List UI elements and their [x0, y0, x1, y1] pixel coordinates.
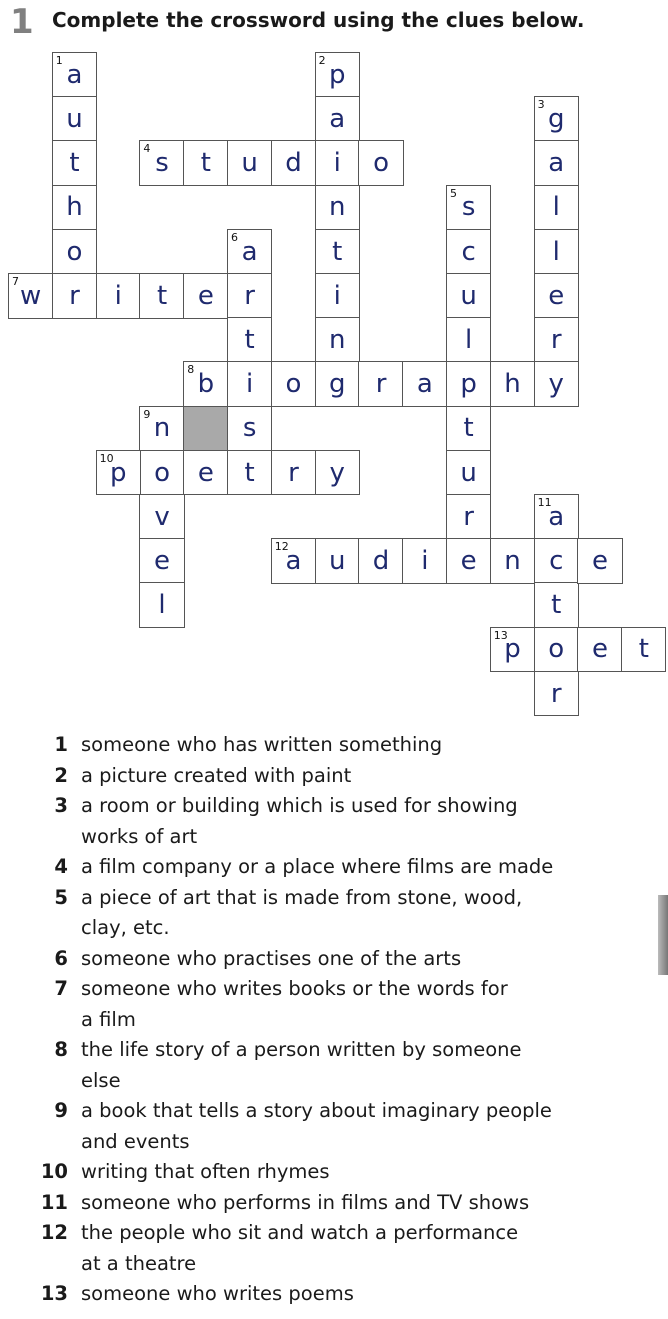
grid-cell	[577, 627, 622, 673]
cell-letter: l	[552, 236, 560, 267]
grid-cell	[315, 450, 360, 496]
grid-cell	[52, 140, 97, 186]
grid-cell	[490, 627, 535, 673]
clue-text: a piece of art that is made from stone, wood,	[81, 885, 523, 909]
clue-number-label: 3	[537, 98, 545, 112]
grid-cell	[534, 185, 579, 231]
cell-letter: s	[242, 413, 257, 444]
clue-number-label: 2	[318, 54, 326, 67]
clue-number-label: 4	[143, 142, 151, 156]
cell-letter: u	[241, 148, 258, 179]
grid-cell	[446, 229, 491, 275]
clue-item	[0, 974, 668, 1035]
cell-letter: t	[244, 325, 255, 356]
cell-letter: y	[548, 369, 564, 400]
clue-number: 11	[40, 1190, 68, 1214]
cell-letter: g	[547, 104, 565, 135]
clue-item	[0, 883, 668, 944]
grid-cell	[446, 185, 491, 231]
clue-item	[0, 852, 668, 883]
grid-cell	[271, 361, 316, 407]
cell-letter: u	[460, 457, 477, 488]
clue-text: a film	[81, 1007, 136, 1031]
grid-cell	[139, 140, 184, 186]
cell-letter: o	[154, 457, 170, 488]
clue-text: someone who writes poems	[81, 1282, 354, 1305]
clue-text: at a theatre	[81, 1251, 197, 1275]
grid-cell	[446, 317, 491, 363]
cell-letter: n	[329, 325, 346, 356]
grid-cell	[446, 273, 491, 319]
grid-cell	[534, 582, 579, 628]
cell-letter: r	[463, 501, 474, 532]
grid-cell	[315, 538, 360, 584]
grid-cell	[96, 273, 141, 319]
grid-cell	[534, 229, 579, 275]
grid-cell	[315, 96, 360, 142]
clue-item	[0, 1218, 668, 1279]
grid-cell	[139, 273, 184, 319]
grid-cell	[315, 140, 360, 186]
cell-letter: e	[154, 546, 171, 577]
grid-cell	[8, 273, 53, 319]
clue-number: 1	[54, 733, 68, 756]
page-edge-mark	[658, 895, 668, 975]
grid-cell	[227, 406, 272, 452]
clue-item	[0, 791, 668, 852]
grid-cell	[139, 538, 184, 584]
cell-letter: r	[550, 325, 562, 356]
cell-letter: o	[285, 369, 302, 400]
grid-cell	[183, 273, 228, 319]
cell-letter: i	[114, 280, 122, 311]
clue-item	[0, 730, 668, 761]
cell-letter: e	[197, 280, 214, 311]
cell-letter: d	[372, 546, 390, 577]
grid-cell	[490, 538, 535, 584]
grid-cell	[490, 361, 535, 407]
clue-number: 2	[54, 763, 68, 787]
cell-letter: i	[333, 280, 341, 311]
grid-cell	[227, 229, 272, 275]
cell-letter: l	[552, 192, 560, 223]
cell-letter: a	[548, 501, 565, 532]
grid-cell	[315, 185, 360, 231]
clue-text: a film company or a place where films are made	[81, 855, 554, 878]
cell-letter: p	[328, 59, 346, 90]
grid-cell	[52, 96, 97, 142]
exercise-number: 1	[10, 2, 34, 42]
clue-text: clay, etc.	[81, 916, 170, 939]
cell-letter: g	[328, 369, 346, 400]
cell-letter: u	[66, 104, 83, 135]
grid-cell	[446, 538, 491, 584]
cell-letter: e	[592, 634, 609, 665]
cell-letter: t	[69, 148, 80, 179]
grid-cell	[271, 538, 316, 584]
cell-letter: p	[504, 634, 521, 665]
cell-letter: c	[549, 546, 564, 577]
grid-cell	[534, 317, 579, 363]
clue-number: 4	[54, 855, 68, 878]
cell-letter: n	[504, 546, 521, 577]
clue-text: a book that tells a story about imaginary people	[81, 1099, 552, 1122]
instruction-text: Complete the crossword using the clues below.	[52, 8, 585, 32]
grid-cell	[315, 273, 360, 319]
cell-letter: l	[158, 590, 166, 621]
clue-number-label: 8	[187, 363, 195, 377]
grid-cell	[534, 96, 579, 142]
clue-text: else	[81, 1068, 121, 1092]
grid-cell	[139, 582, 184, 628]
cell-letter: y	[329, 457, 345, 488]
cell-letter: t	[463, 413, 474, 444]
cell-letter: h	[504, 369, 521, 400]
cell-letter: b	[197, 369, 215, 400]
grid-cell	[139, 406, 184, 452]
grid-cell	[315, 229, 360, 275]
cell-letter: r	[375, 369, 387, 400]
cell-letter: i	[421, 546, 429, 577]
cell-letter: r	[69, 280, 80, 311]
clue-number-label: 5	[450, 186, 457, 200]
grid-cell	[227, 361, 272, 407]
grid-cell	[402, 538, 447, 584]
clue-text: the life story of a person written by someone	[81, 1038, 522, 1061]
cell-letter: t	[156, 280, 168, 311]
grid-cell	[227, 450, 272, 496]
cell-letter: o	[373, 148, 389, 179]
clue-text: works of art	[81, 824, 198, 848]
clue-number-label: 11	[537, 496, 552, 509]
cell-letter: i	[246, 369, 254, 400]
clue-number: 6	[54, 946, 68, 970]
grid-cell	[402, 361, 447, 407]
clue-number-label: 12	[274, 540, 289, 554]
cell-letter: t	[551, 590, 562, 621]
cell-letter: t	[638, 634, 649, 665]
clue-number: 3	[54, 794, 68, 817]
clue-text: writing that often rhymes	[81, 1160, 330, 1183]
cell-letter: e	[548, 280, 565, 311]
grid-cell	[183, 140, 228, 186]
grid-cell	[315, 361, 360, 407]
cell-letter: a	[329, 104, 346, 135]
clue-number: 10	[40, 1160, 68, 1183]
cell-letter: a	[241, 236, 258, 267]
clue-item	[0, 1035, 668, 1096]
clue-text: a room or building which is used for showing	[81, 794, 518, 817]
cell-letter: c	[461, 236, 476, 267]
grid-cell	[227, 273, 272, 319]
cell-letter: p	[460, 369, 477, 400]
clue-number: 12	[40, 1221, 68, 1244]
cell-letter: v	[154, 501, 170, 532]
grid-cell	[52, 52, 97, 98]
cell-letter: e	[197, 457, 214, 488]
cell-letter: i	[333, 148, 341, 179]
clue-item	[0, 1096, 668, 1157]
grid-cell	[227, 317, 272, 363]
clue-number-label: 13	[493, 628, 508, 642]
grid-cell	[315, 317, 360, 363]
grid-cell	[227, 140, 272, 186]
clue-item	[0, 1157, 668, 1188]
cell-letter: a	[548, 148, 565, 179]
cell-letter: r	[244, 280, 255, 311]
grid-cell	[534, 538, 579, 584]
cell-letter: e	[592, 546, 609, 577]
cell-letter: o	[548, 634, 565, 665]
cell-letter: d	[285, 148, 302, 179]
grid-cell	[358, 361, 403, 407]
grid-cell	[52, 185, 97, 231]
grid-cell	[183, 450, 228, 496]
clue-text: someone who practises one of the arts	[81, 946, 462, 970]
cell-letter: p	[109, 457, 127, 488]
cell-letter: u	[460, 280, 477, 311]
clue-number-label: 10	[99, 451, 114, 465]
clue-item	[0, 1188, 668, 1219]
cell-letter: r	[288, 457, 299, 488]
grid-cell	[534, 361, 579, 407]
cell-letter: h	[66, 192, 83, 223]
cell-letter: u	[329, 546, 346, 577]
clue-text: the people who sit and watch a performance	[81, 1221, 519, 1244]
grid-cell	[446, 406, 491, 452]
clue-number: 9	[54, 1099, 68, 1122]
grid-cell	[534, 273, 579, 319]
grid-cell	[315, 52, 360, 98]
clue-number-label: 7	[12, 275, 19, 288]
cell-letter: l	[465, 325, 473, 356]
grid-cell	[534, 627, 579, 673]
grid-cell	[358, 538, 403, 584]
cell-letter: w	[20, 280, 42, 311]
clue-list	[0, 730, 668, 1310]
cell-letter: a	[416, 369, 433, 400]
grid-cell	[271, 140, 316, 186]
cell-letter: t	[200, 148, 211, 179]
clue-number-label: 6	[231, 230, 238, 244]
clue-text: someone who writes books or the words for	[81, 977, 508, 1000]
grid-cell	[534, 494, 579, 540]
grid-cell	[577, 538, 622, 584]
cell-letter: a	[285, 546, 302, 577]
clue-number-label: 1	[55, 54, 63, 67]
clue-text: someone who performs in films and TV shows	[81, 1190, 530, 1214]
clue-number: 7	[54, 977, 68, 1000]
cell-letter: t	[244, 457, 255, 488]
grid-cell	[52, 229, 97, 275]
clue-number: 5	[54, 885, 68, 909]
clue-item	[0, 761, 668, 792]
grid-cell	[183, 361, 228, 407]
clue-text: and events	[81, 1129, 190, 1153]
clue-number-label: 9	[143, 407, 151, 421]
grid-cell	[96, 450, 141, 496]
clue-number: 13	[40, 1282, 68, 1305]
cell-letter: s	[461, 192, 476, 223]
grid-cell	[139, 450, 184, 496]
grid-cell	[139, 494, 184, 540]
cell-letter: r	[550, 678, 562, 709]
grid-cell	[446, 494, 491, 540]
clue-item	[0, 1279, 668, 1310]
cell-letter: n	[329, 192, 346, 223]
grid-cell	[446, 450, 491, 496]
cell-letter: e	[460, 546, 477, 577]
clue-number: 8	[54, 1038, 68, 1061]
shaded-cell	[183, 406, 228, 452]
grid-cell	[534, 140, 579, 186]
cell-letter: s	[155, 148, 169, 179]
grid-cell	[534, 671, 579, 717]
grid-cell	[621, 627, 666, 673]
cell-letter: a	[66, 59, 83, 90]
clue-text: a picture created with paint	[81, 763, 352, 787]
cell-letter: n	[153, 413, 171, 444]
clue-text: someone who has written something	[81, 733, 443, 756]
grid-cell	[271, 450, 316, 496]
cell-letter: o	[66, 236, 83, 267]
grid-cell	[358, 140, 403, 186]
cell-letter: t	[332, 236, 343, 267]
grid-cell	[446, 361, 491, 407]
clue-item	[0, 944, 668, 975]
grid-cell	[52, 273, 97, 319]
